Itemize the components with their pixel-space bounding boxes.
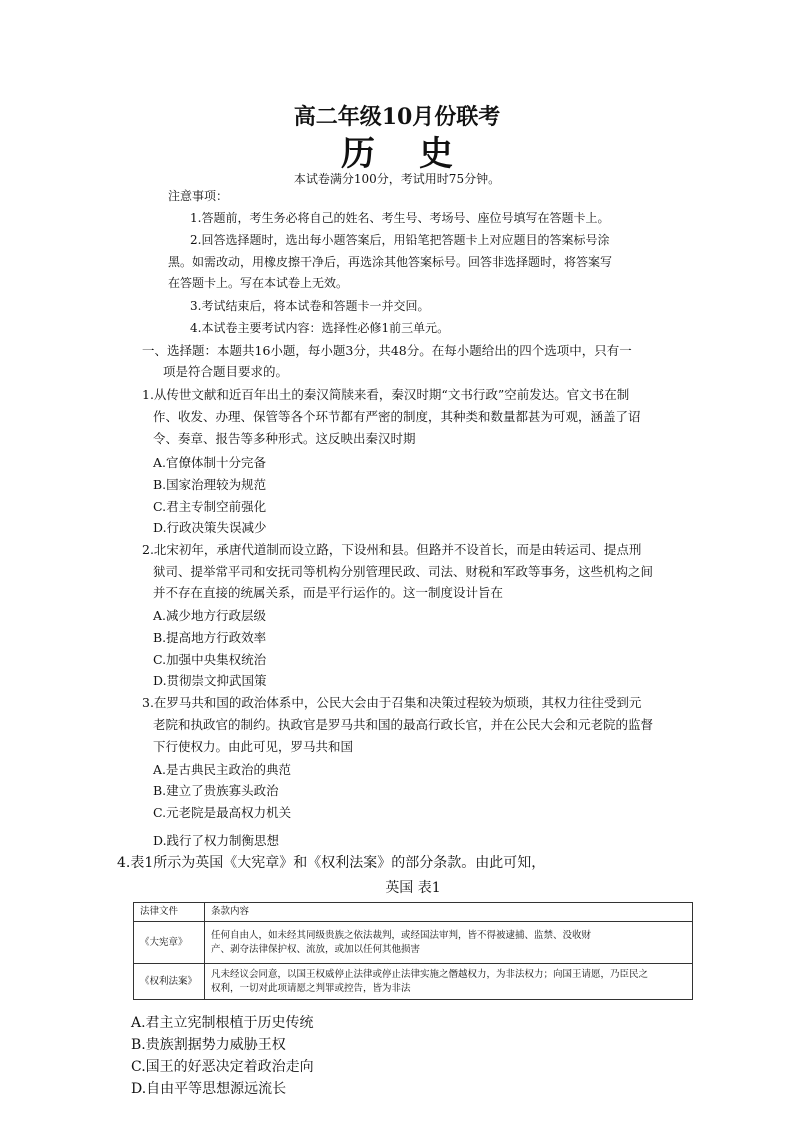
note-item-1: 1.答题前，考生务必将自己的姓名、考生号、考场号、座位号填写在答题卡上。 bbox=[190, 211, 610, 225]
note-item-4: 4.本试卷主要考试内容：选择性必修1前三单元。 bbox=[190, 321, 450, 335]
question-3-stem: 下行使权力。由此可见，罗马共和国 bbox=[153, 739, 354, 754]
question-1-stem: 令、奏章、报告等多种形式。这反映出秦汉时期 bbox=[153, 431, 416, 446]
table-cell-line: 凡未经议会同意，以国王权威停止法律或停止法律实施之僭越权力，为非法权力；向国王请愿，乃臣民之 bbox=[211, 968, 649, 980]
question-1-option-a[interactable]: A.官僚体制十分完备 bbox=[153, 455, 267, 470]
question-3-option-a[interactable]: A.是古典民主政治的典范 bbox=[153, 762, 292, 777]
question-1-option-c[interactable]: C.君主专制空前强化 bbox=[153, 499, 267, 514]
table-caption: 英国 表1 bbox=[385, 880, 441, 896]
notes-heading: 注意事项： bbox=[168, 189, 229, 203]
question-2-stem: 狱司、提举常平司和安抚司等机构分别管理民政、司法、财税和军政等事务，这些机构之间 bbox=[153, 564, 654, 579]
question-2-stem: 2.北宋初年，承唐代道制而设立路，下设州和县。但路并不设首长，而是由转运司、提点刑 bbox=[142, 542, 642, 557]
question-2-option-b[interactable]: B.提高地方行政效率 bbox=[153, 630, 267, 645]
note-item-2-cont: 在答题卡上。写在本试卷上无效。 bbox=[168, 276, 349, 290]
subject-title: 历史 bbox=[341, 134, 497, 174]
question-1-stem: 1.从传世文献和近百年出土的秦汉简牍来看，秦汉时期“文书行政”空前发达。官文书在制 bbox=[142, 387, 630, 402]
question-1-option-d[interactable]: D.行政决策失误减少 bbox=[153, 520, 267, 535]
question-4-option-d[interactable]: D.自由平等思想源远流长 bbox=[131, 1081, 287, 1097]
question-3-stem: 老院和执政官的制约。执政官是罗马共和国的最高行政长官，并在公民大会和元老院的监督 bbox=[153, 717, 654, 732]
note-item-2-cont: 黑。如需改动，用橡皮擦干净后，再选涂其他答案标号。回答非选择题时，将答案写 bbox=[168, 255, 613, 269]
table-cell-line: 产、剥夺法律保护权、流放，或加以任何其他损害 bbox=[211, 943, 421, 955]
table-cell-line: 任何自由人，如未经其同级贵族之依法裁判，或经国法审判，皆不得被逮捕、监禁、没收财 bbox=[211, 929, 592, 941]
question-3-option-b[interactable]: B.建立了贵族寡头政治 bbox=[153, 783, 279, 798]
question-1-stem: 作、收发、办理、保管等各个环节都有严密的制度，其种类和数量都甚为可观，涵盖了诏 bbox=[153, 409, 641, 424]
table-header-row bbox=[134, 903, 693, 922]
question-2-option-c[interactable]: C.加强中央集权统治 bbox=[153, 652, 267, 667]
question-4-option-c[interactable]: C.国王的好恶决定着政治走向 bbox=[131, 1059, 314, 1075]
question-4-option-b[interactable]: B.贵族割据势力威胁王权 bbox=[131, 1037, 286, 1053]
question-1-option-b[interactable]: B.国家治理较为规范 bbox=[153, 477, 267, 492]
table-cell-line: 权利，一切对此项请愿之判罪或控告，皆为非法 bbox=[211, 982, 411, 994]
question-4-option-a[interactable]: A.君主立宪制根植于历史传统 bbox=[131, 1015, 314, 1031]
table-cell-document: 《权利法案》 bbox=[134, 964, 205, 1000]
question-4-stem: 4.表1所示为英国《大宪章》和《权利法案》的部分条款。由此可知， bbox=[117, 855, 546, 871]
section-heading-cont: 项是符合题目要求的。 bbox=[163, 364, 289, 379]
question-3-option-d[interactable]: D.践行了权力制衡思想 bbox=[153, 833, 280, 848]
table-header-cell: 法律文件 bbox=[134, 903, 205, 922]
exam-info: 本试卷满分100分，考试用时75分钟。 bbox=[293, 172, 501, 186]
section-heading: 一、选择题：本题共16小题，每小题3分，共48分。在每小题给出的四个选项中，只有一 bbox=[142, 343, 632, 358]
question-2-option-a[interactable]: A.减少地方行政层级 bbox=[153, 608, 267, 623]
note-item-2: 2.回答选择题时，选出每小题答案后，用铅笔把答题卡上对应题目的答案标号涂 bbox=[190, 233, 610, 247]
table-cell-content bbox=[205, 964, 693, 1000]
question-2-option-d[interactable]: D.贯彻崇文抑武国策 bbox=[153, 673, 267, 688]
exam-title: 高二年级10月份联考 bbox=[293, 104, 501, 130]
table-row bbox=[134, 922, 693, 964]
question-2-stem: 并不存在直接的统属关系，而是平行运作的。这一制度设计旨在 bbox=[153, 585, 504, 600]
clauses-table bbox=[133, 902, 693, 1000]
question-3-option-c[interactable]: C.元老院是最高权力机关 bbox=[153, 805, 292, 820]
note-item-3: 3.考试结束后，将本试卷和答题卡一并交回。 bbox=[190, 299, 430, 313]
table-cell-document: 《大宪章》 bbox=[134, 922, 205, 964]
table-header-cell: 条款内容 bbox=[205, 903, 693, 922]
table-cell-content bbox=[205, 922, 693, 964]
table-row bbox=[134, 964, 693, 1000]
question-3-stem: 3.在罗马共和国的政治体系中，公民大会由于召集和决策过程较为烦琐，其权力往往受到元 bbox=[142, 695, 642, 710]
